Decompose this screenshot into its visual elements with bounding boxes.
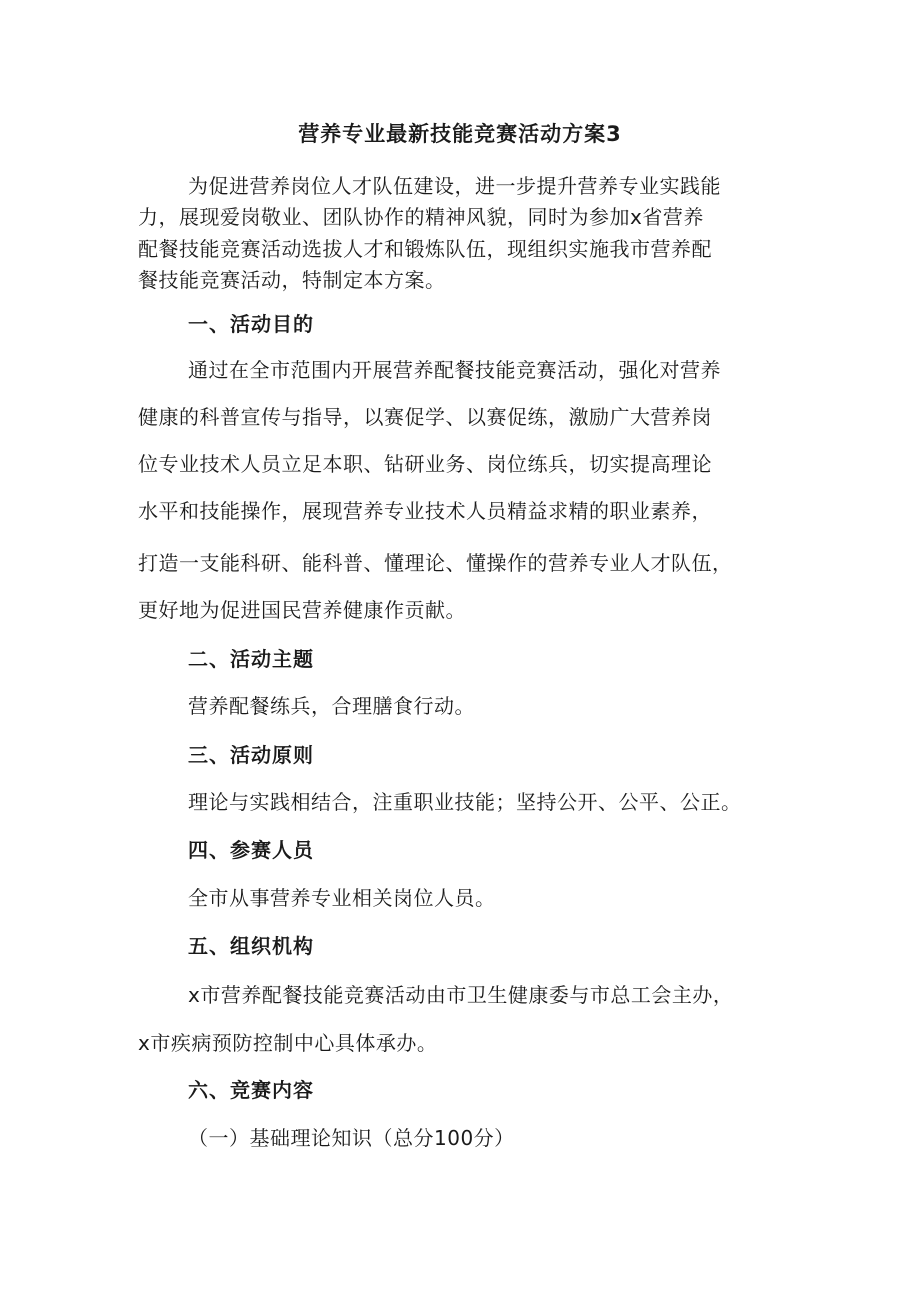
section-heading-2: 二、活动主题 [188,647,314,671]
section-heading-3: 三、活动原则 [188,743,314,767]
section2-line-1: 营养配餐练兵，合理膳食行动。 [188,694,475,718]
section1-line-5: 打造一支能科研、能科普、懂理论、懂操作的营养专业人才队伍， [138,551,733,575]
section4-line-1: 全市从事营养专业相关岗位人员。 [188,886,496,910]
section-heading-6: 六、竞赛内容 [188,1078,314,1102]
intro-line-1: 为促进营养岗位人才队伍建设，进一步提升营养专业实践能 [188,174,721,198]
section6-subheading-1: （一）基础理论知识（总分100分） [188,1126,515,1150]
section5-line-2: x市疾病预防控制中心具体承办。 [138,1031,438,1055]
section5-line-1: x市营养配餐技能竞赛活动由市卫生健康委与市总工会主办， [188,983,734,1007]
section1-line-6: 更好地为促进国民营养健康作贡献。 [138,598,466,622]
section1-line-1: 通过在全市范围内开展营养配餐技能竞赛活动，强化对营养 [188,358,721,382]
intro-line-3: 配餐技能竞赛活动选拔人才和锻炼队伍，现组织实施我市营养配 [138,237,712,261]
document-title: 营养专业最新技能竞赛活动方案3 [298,122,622,146]
section1-line-3: 位专业技术人员立足本职、钻研业务、岗位练兵，切实提高理论 [138,452,712,476]
section-heading-1: 一、活动目的 [188,312,314,336]
section-heading-4: 四、参赛人员 [188,838,314,862]
intro-line-4: 餐技能竞赛活动，特制定本方案。 [138,268,446,292]
section-heading-5: 五、组织机构 [188,934,314,958]
section1-line-2: 健康的科普宣传与指导，以赛促学、以赛促练，激励广大营养岗 [138,405,712,429]
section1-line-4: 水平和技能操作，展现营养专业技术人员精益求精的职业素养， [138,499,712,523]
intro-line-2: 力，展现爱岗敬业、团队协作的精神风貌，同时为参加x省营养 [138,205,704,229]
section3-line-1: 理论与实践相结合，注重职业技能；坚持公开、公平、公正。 [188,790,742,814]
